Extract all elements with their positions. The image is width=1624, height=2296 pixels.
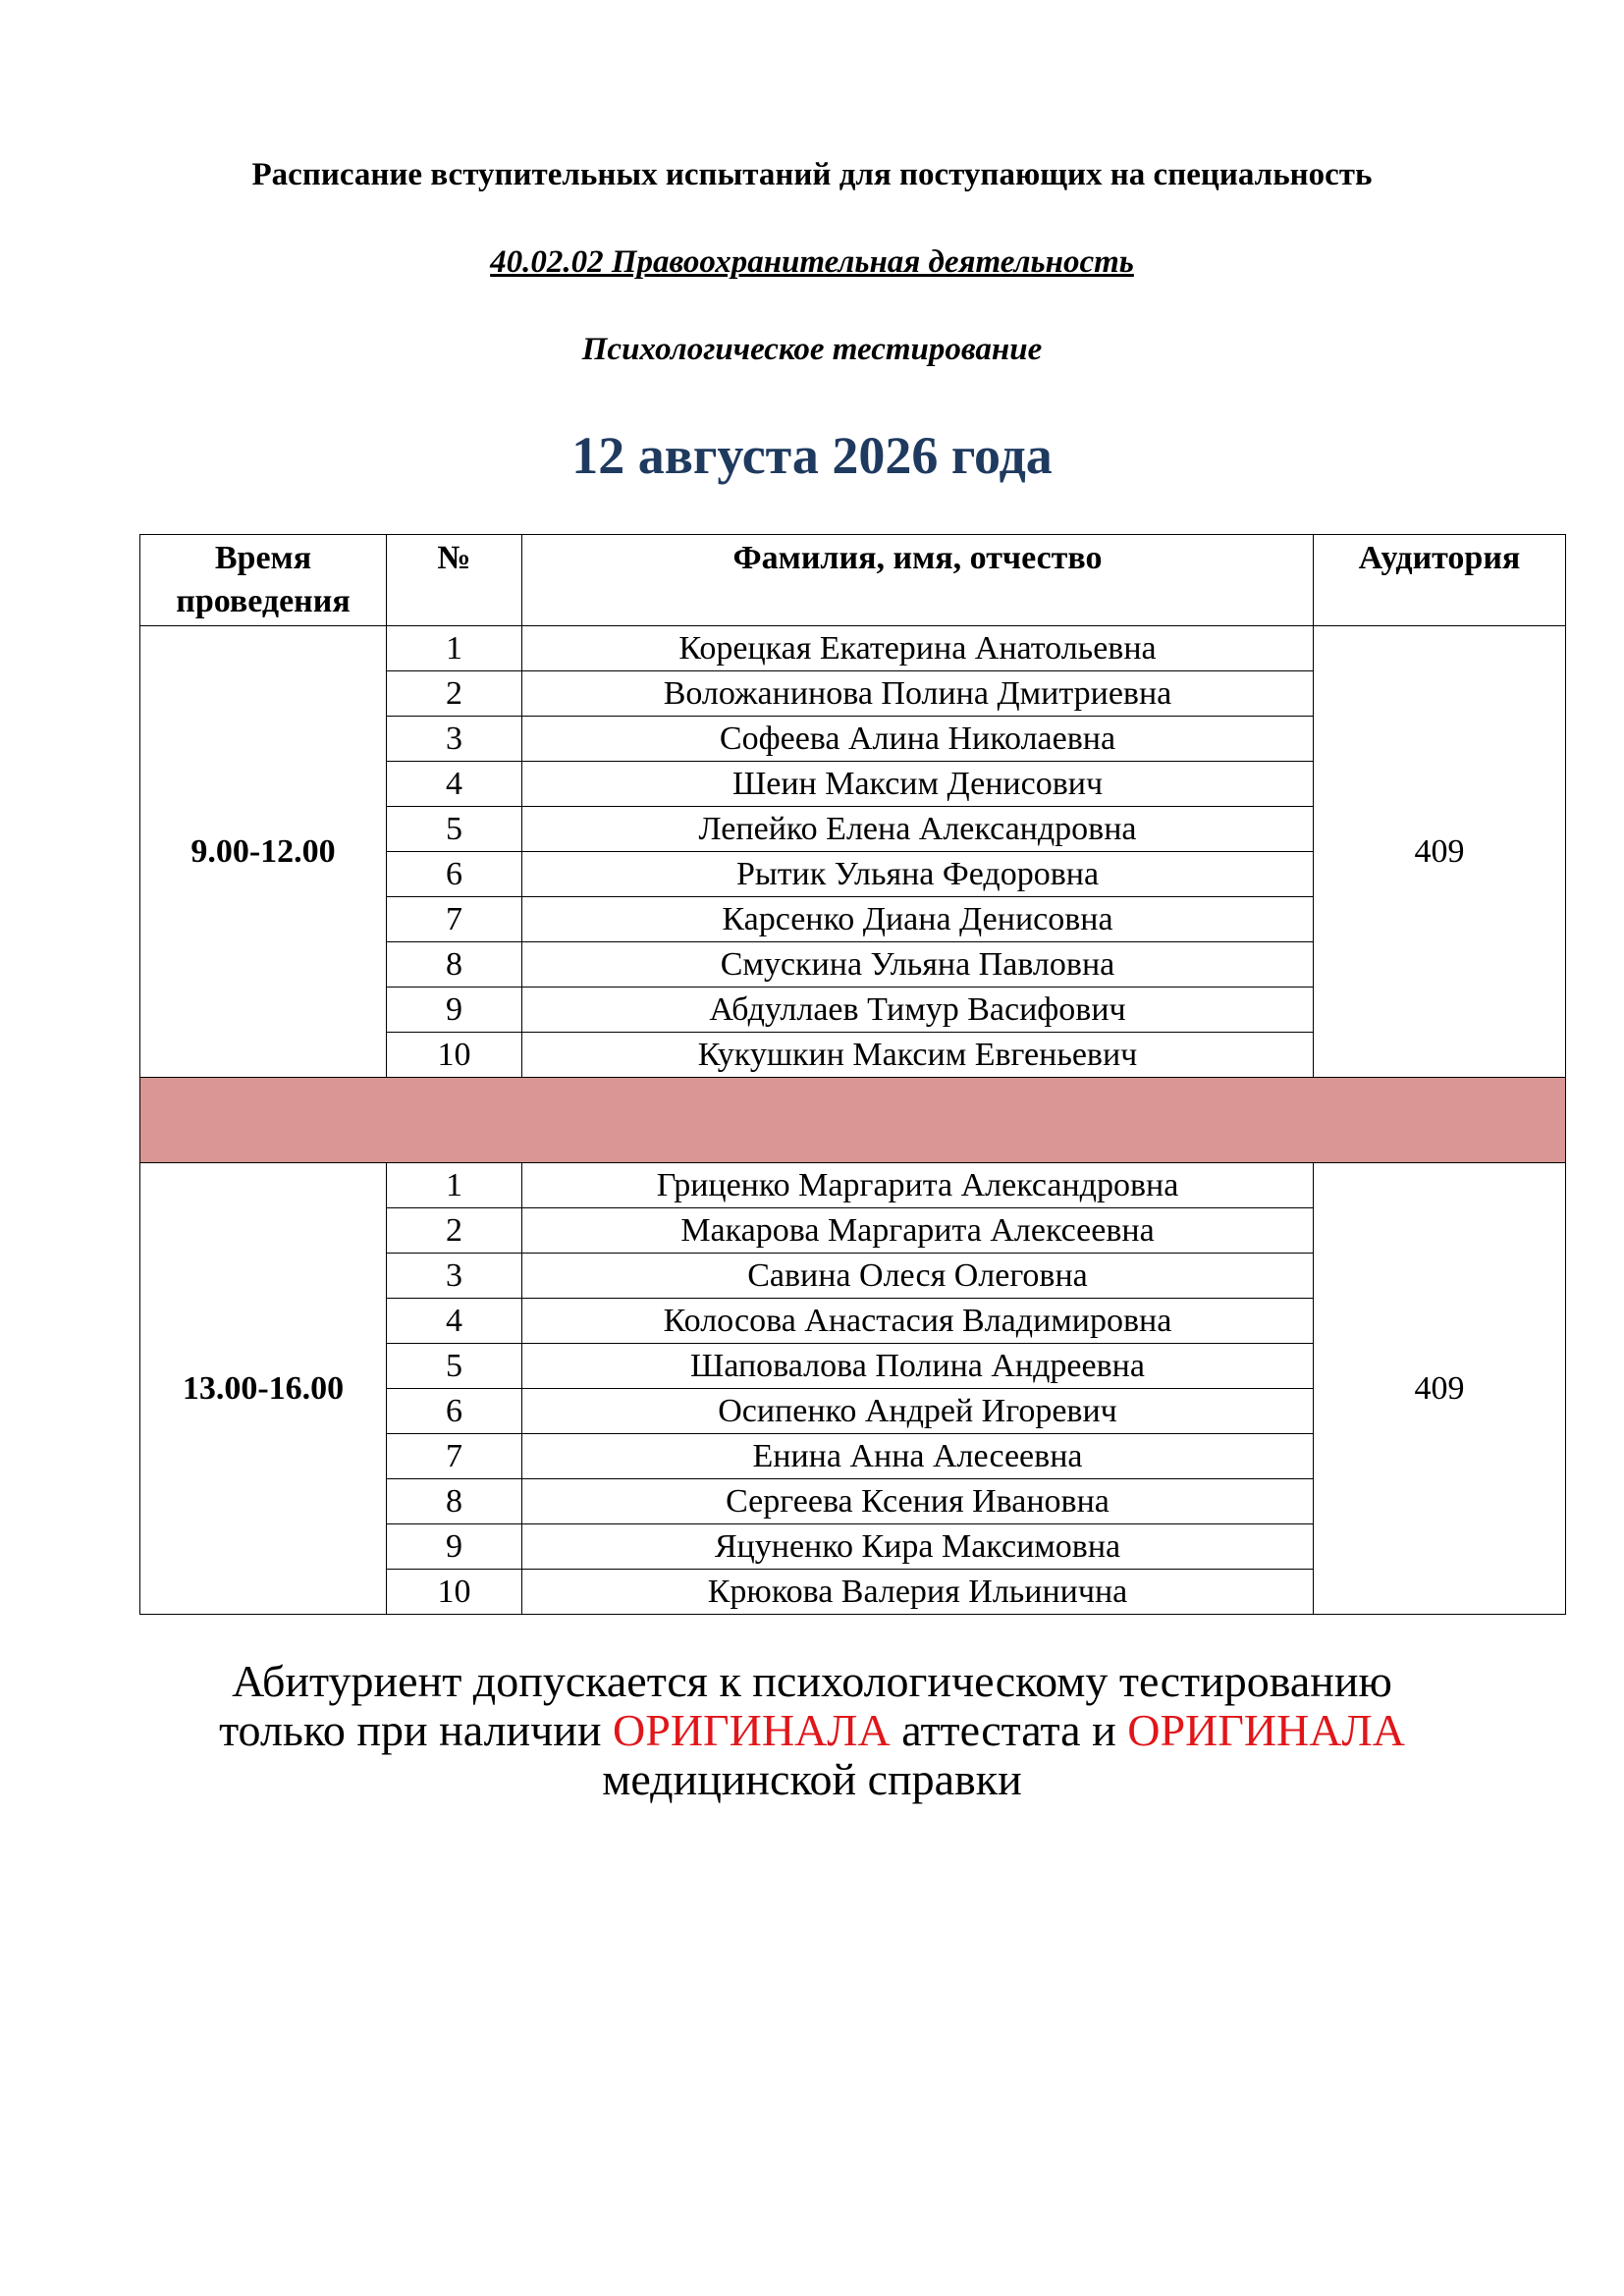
row-number-cell: 2 — [387, 1208, 522, 1254]
applicant-name-cell: Рытик Ульяна Федоровна — [522, 852, 1314, 897]
column-header-room: Аудитория — [1314, 535, 1566, 626]
row-number-cell: 1 — [387, 626, 522, 671]
admission-note — [0, 1657, 1624, 1804]
test-name-heading: Психологическое тестирование — [581, 332, 1043, 367]
applicant-name-cell: Макарова Маргарита Алексеевна — [522, 1208, 1314, 1254]
time-slot-cell: 9.00-12.00 — [140, 626, 387, 1078]
row-number-cell: 8 — [387, 942, 522, 988]
row-number-cell: 6 — [387, 1389, 522, 1434]
applicant-name-cell: Сергеева Ксения Ивановна — [522, 1479, 1314, 1524]
applicant-name-cell: Абдуллаев Тимур Васифович — [522, 988, 1314, 1033]
applicant-name-cell: Корецкая Екатерина Анатольевна — [522, 626, 1314, 671]
exam-date: 12 августа 2026 года — [571, 426, 1053, 485]
note-line-3: медицинской справки — [602, 1754, 1022, 1804]
applicant-name-cell: Осипенко Андрей Игоревич — [522, 1389, 1314, 1434]
applicant-name-cell: Кукушкин Максим Евгеньевич — [522, 1033, 1314, 1078]
row-number-cell: 10 — [387, 1033, 522, 1078]
table-header-row — [140, 535, 1566, 626]
applicant-name-cell: Софеева Алина Николаевна — [522, 717, 1314, 762]
applicant-name-cell: Яцуненко Кира Максимовна — [522, 1524, 1314, 1570]
schedule-body — [140, 626, 1566, 1615]
row-number-cell: 9 — [387, 988, 522, 1033]
row-number-cell: 7 — [387, 897, 522, 942]
original-highlight-2: ОРИГИНАЛА — [1127, 1705, 1405, 1755]
applicant-name-cell: Лепейко Елена Александровна — [522, 807, 1314, 852]
document-title: Расписание вступительных испытаний для поступающих на специальность — [251, 157, 1373, 192]
note-line-1: Абитуриент допускается к психологическому тестированию — [232, 1656, 1392, 1706]
row-number-cell: 3 — [387, 1254, 522, 1299]
row-number-cell: 4 — [387, 762, 522, 807]
applicant-name-cell: Гриценко Маргарита Александровна — [522, 1163, 1314, 1208]
row-number-cell: 8 — [387, 1479, 522, 1524]
row-number-cell: 7 — [387, 1434, 522, 1479]
note-text-a: только при наличии — [219, 1705, 614, 1755]
note-line-2 — [0, 1706, 1624, 1755]
row-number-cell: 10 — [387, 1570, 522, 1615]
applicant-name-cell: Крюкова Валерия Ильинична — [522, 1570, 1314, 1615]
applicant-name-cell: Воложанинова Полина Дмитриевна — [522, 671, 1314, 717]
break-separator-cell — [140, 1078, 1566, 1163]
applicant-name-cell: Шеин Максим Денисович — [522, 762, 1314, 807]
applicant-name-cell: Колосова Анастасия Владимировна — [522, 1299, 1314, 1344]
note-text-b: аттестата и — [890, 1705, 1128, 1755]
applicant-name-cell: Савина Олеся Олеговна — [522, 1254, 1314, 1299]
table-row — [140, 1163, 1566, 1208]
row-number-cell: 5 — [387, 1344, 522, 1389]
specialty-heading: 40.02.02 Правоохранительная деятельность — [490, 244, 1134, 280]
row-number-cell: 9 — [387, 1524, 522, 1570]
row-number-cell: 2 — [387, 671, 522, 717]
row-number-cell: 4 — [387, 1299, 522, 1344]
time-slot-cell: 13.00-16.00 — [140, 1163, 387, 1615]
row-number-cell: 1 — [387, 1163, 522, 1208]
applicant-name-cell: Шаповалова Полина Андреевна — [522, 1344, 1314, 1389]
table-row — [140, 626, 1566, 671]
column-header-name: Фамилия, имя, отчество — [522, 535, 1314, 626]
break-separator-row — [140, 1078, 1566, 1163]
applicant-name-cell: Енина Анна Алесеевна — [522, 1434, 1314, 1479]
room-cell: 409 — [1314, 1163, 1566, 1615]
room-cell: 409 — [1314, 626, 1566, 1078]
schedule-table — [139, 534, 1566, 1615]
row-number-cell: 5 — [387, 807, 522, 852]
applicant-name-cell: Карсенко Диана Денисовна — [522, 897, 1314, 942]
column-header-time: Время проведения — [140, 535, 387, 626]
original-highlight-1: ОРИГИНАЛА — [613, 1705, 891, 1755]
row-number-cell: 6 — [387, 852, 522, 897]
applicant-name-cell: Смускина Ульяна Павловна — [522, 942, 1314, 988]
row-number-cell: 3 — [387, 717, 522, 762]
column-header-number: № — [387, 535, 522, 626]
